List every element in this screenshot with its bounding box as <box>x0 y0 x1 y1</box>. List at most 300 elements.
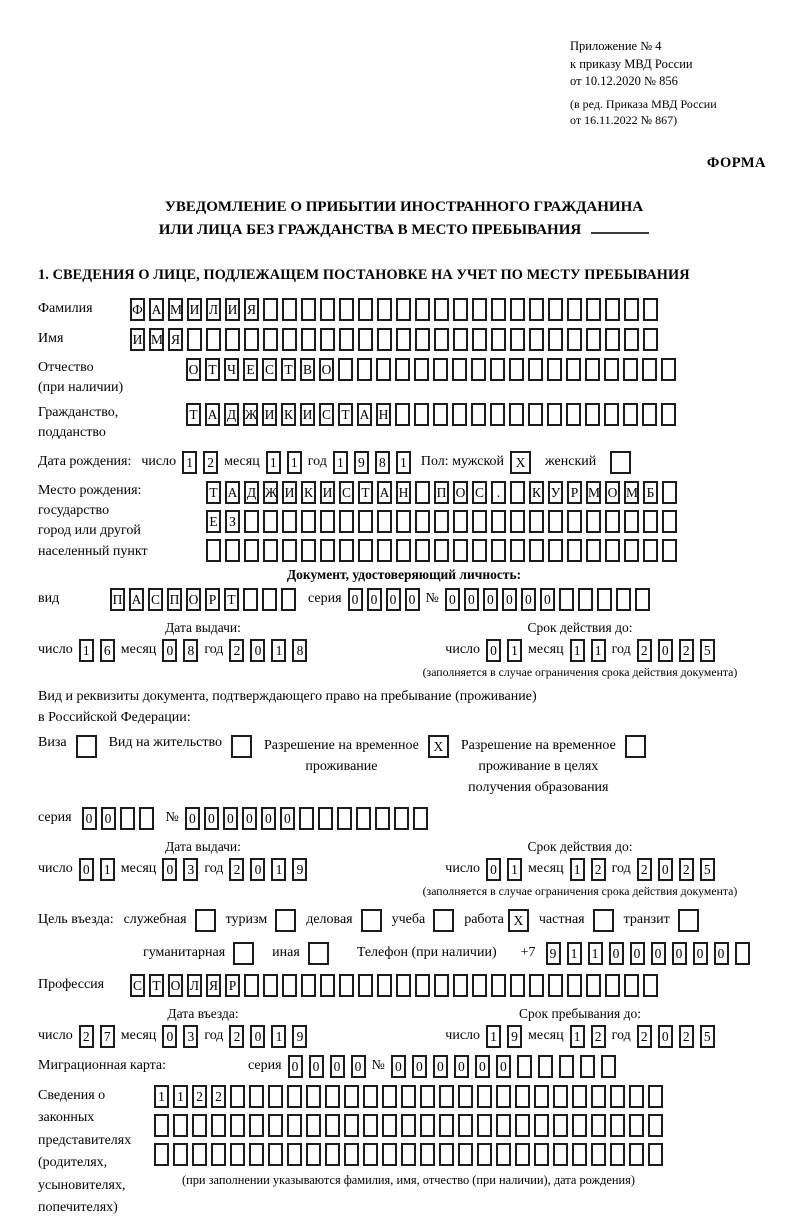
char-cell[interactable] <box>515 1085 530 1108</box>
id-doc-issue-month[interactable] <box>162 639 198 662</box>
char-cell[interactable]: 5 <box>700 639 715 662</box>
char-cell[interactable] <box>509 358 524 381</box>
char-cell[interactable] <box>301 539 316 562</box>
char-cell[interactable] <box>325 1085 340 1108</box>
char-cell[interactable] <box>363 1143 378 1166</box>
char-cell[interactable]: 5 <box>700 1025 715 1048</box>
char-cell[interactable]: С <box>319 403 334 426</box>
char-cell[interactable] <box>629 1085 644 1108</box>
char-cell[interactable] <box>396 510 411 533</box>
char-cell[interactable] <box>453 539 468 562</box>
char-cell[interactable] <box>567 974 582 997</box>
char-cell[interactable] <box>643 510 658 533</box>
char-cell[interactable] <box>534 1085 549 1108</box>
char-cell[interactable] <box>414 403 429 426</box>
char-cell[interactable]: А <box>149 298 164 321</box>
char-cell[interactable]: Р <box>567 481 582 504</box>
char-cell[interactable] <box>401 1114 416 1137</box>
residence-valid-month[interactable] <box>570 858 606 881</box>
char-cell[interactable]: С <box>148 588 163 611</box>
char-cell[interactable]: 2 <box>79 1025 94 1048</box>
residence-permit-checkbox[interactable] <box>231 735 252 758</box>
char-cell[interactable]: 1 <box>591 639 606 662</box>
char-cell[interactable]: 1 <box>271 858 286 881</box>
char-cell[interactable] <box>382 1114 397 1137</box>
char-cell[interactable]: 0 <box>693 942 708 965</box>
char-cell[interactable] <box>433 909 454 932</box>
char-cell[interactable]: 0 <box>445 588 460 611</box>
char-cell[interactable] <box>301 974 316 997</box>
birth-place-input-row3[interactable] <box>206 539 677 562</box>
char-cell[interactable]: 0 <box>405 588 420 611</box>
char-cell[interactable]: А <box>357 403 372 426</box>
char-cell[interactable] <box>491 539 506 562</box>
residence-issue-month[interactable] <box>162 858 198 881</box>
char-cell[interactable] <box>491 510 506 533</box>
char-cell[interactable]: 0 <box>475 1055 490 1078</box>
char-cell[interactable] <box>206 328 221 351</box>
char-cell[interactable] <box>206 539 221 562</box>
char-cell[interactable] <box>635 588 650 611</box>
char-cell[interactable] <box>472 328 487 351</box>
char-cell[interactable] <box>610 1114 625 1137</box>
char-cell[interactable] <box>510 481 525 504</box>
char-cell[interactable]: 0 <box>386 588 401 611</box>
char-cell[interactable] <box>249 1085 264 1108</box>
char-cell[interactable] <box>344 1114 359 1137</box>
char-cell[interactable]: Ф <box>130 298 145 321</box>
char-cell[interactable]: Ч <box>224 358 239 381</box>
char-cell[interactable] <box>597 588 612 611</box>
char-cell[interactable] <box>529 298 544 321</box>
char-cell[interactable] <box>586 539 601 562</box>
char-cell[interactable] <box>339 510 354 533</box>
char-cell[interactable] <box>420 1143 435 1166</box>
char-cell[interactable] <box>648 1143 663 1166</box>
char-cell[interactable]: 3 <box>183 858 198 881</box>
char-cell[interactable]: 6 <box>100 639 115 662</box>
char-cell[interactable] <box>547 403 562 426</box>
char-cell[interactable] <box>282 298 297 321</box>
char-cell[interactable] <box>624 974 639 997</box>
char-cell[interactable]: 9 <box>292 858 307 881</box>
char-cell[interactable]: О <box>319 358 334 381</box>
char-cell[interactable] <box>337 807 352 830</box>
char-cell[interactable] <box>306 1143 321 1166</box>
char-cell[interactable]: 1 <box>287 451 302 474</box>
char-cell[interactable] <box>325 1143 340 1166</box>
char-cell[interactable] <box>471 358 486 381</box>
purpose-study-checkbox[interactable] <box>433 909 454 932</box>
char-cell[interactable]: И <box>282 481 297 504</box>
char-cell[interactable] <box>320 298 335 321</box>
char-cell[interactable]: 0 <box>483 588 498 611</box>
char-cell[interactable]: Т <box>338 403 353 426</box>
temp-residence-checkbox[interactable] <box>428 735 449 758</box>
char-cell[interactable] <box>629 1143 644 1166</box>
char-cell[interactable] <box>477 1085 492 1108</box>
char-cell[interactable] <box>281 588 296 611</box>
char-cell[interactable]: О <box>453 481 468 504</box>
char-cell[interactable]: 1 <box>79 639 94 662</box>
birth-year-input[interactable] <box>333 451 411 474</box>
legal-reps-input-row1[interactable] <box>154 1085 663 1108</box>
char-cell[interactable] <box>458 1114 473 1137</box>
char-cell[interactable]: 0 <box>658 1025 673 1048</box>
char-cell[interactable] <box>548 510 563 533</box>
char-cell[interactable] <box>396 539 411 562</box>
char-cell[interactable]: 0 <box>658 639 673 662</box>
char-cell[interactable]: 0 <box>242 807 257 830</box>
char-cell[interactable] <box>547 358 562 381</box>
char-cell[interactable] <box>377 539 392 562</box>
char-cell[interactable]: 0 <box>672 942 687 965</box>
char-cell[interactable] <box>610 1085 625 1108</box>
char-cell[interactable]: 0 <box>433 1055 448 1078</box>
char-cell[interactable] <box>661 403 676 426</box>
id-doc-valid-month[interactable] <box>570 639 606 662</box>
entry-year-input[interactable] <box>229 1025 307 1048</box>
char-cell[interactable]: 0 <box>351 1055 366 1078</box>
char-cell[interactable] <box>415 539 430 562</box>
char-cell[interactable]: 1 <box>486 1025 501 1048</box>
char-cell[interactable] <box>339 974 354 997</box>
char-cell[interactable] <box>458 1085 473 1108</box>
char-cell[interactable] <box>604 403 619 426</box>
char-cell[interactable] <box>496 1114 511 1137</box>
char-cell[interactable] <box>358 298 373 321</box>
char-cell[interactable] <box>249 1114 264 1137</box>
char-cell[interactable]: Т <box>186 403 201 426</box>
id-doc-issue-year[interactable] <box>229 639 307 662</box>
char-cell[interactable]: 1 <box>570 639 585 662</box>
char-cell[interactable] <box>648 1085 663 1108</box>
char-cell[interactable] <box>472 510 487 533</box>
char-cell[interactable]: Я <box>206 974 221 997</box>
char-cell[interactable] <box>249 1143 264 1166</box>
char-cell[interactable]: 2 <box>203 451 218 474</box>
char-cell[interactable] <box>642 403 657 426</box>
char-cell[interactable]: 2 <box>229 639 244 662</box>
char-cell[interactable] <box>591 1114 606 1137</box>
birth-month-input[interactable] <box>266 451 302 474</box>
char-cell[interactable]: 2 <box>211 1085 226 1108</box>
char-cell[interactable]: И <box>187 298 202 321</box>
char-cell[interactable] <box>154 1114 169 1137</box>
char-cell[interactable] <box>357 358 372 381</box>
char-cell[interactable] <box>192 1114 207 1137</box>
char-cell[interactable]: 1 <box>333 451 348 474</box>
char-cell[interactable]: 8 <box>183 639 198 662</box>
char-cell[interactable] <box>414 358 429 381</box>
char-cell[interactable]: 1 <box>271 639 286 662</box>
char-cell[interactable]: С <box>262 358 277 381</box>
char-cell[interactable]: 0 <box>714 942 729 965</box>
char-cell[interactable] <box>230 1085 245 1108</box>
char-cell[interactable]: 1 <box>567 942 582 965</box>
char-cell[interactable] <box>491 298 506 321</box>
char-cell[interactable]: 2 <box>637 639 652 662</box>
char-cell[interactable]: И <box>130 328 145 351</box>
char-cell[interactable]: Д <box>244 481 259 504</box>
char-cell[interactable]: 1 <box>588 942 603 965</box>
char-cell[interactable] <box>287 1085 302 1108</box>
char-cell[interactable]: 2 <box>591 858 606 881</box>
char-cell[interactable] <box>268 1085 283 1108</box>
char-cell[interactable]: 0 <box>496 1055 511 1078</box>
char-cell[interactable]: П <box>434 481 449 504</box>
id-doc-valid-year[interactable] <box>637 639 715 662</box>
char-cell[interactable] <box>567 328 582 351</box>
char-cell[interactable] <box>306 1085 321 1108</box>
char-cell[interactable]: 0 <box>486 858 501 881</box>
char-cell[interactable] <box>320 328 335 351</box>
char-cell[interactable] <box>472 974 487 997</box>
char-cell[interactable] <box>610 1143 625 1166</box>
char-cell[interactable]: А <box>377 481 392 504</box>
char-cell[interactable] <box>490 403 505 426</box>
char-cell[interactable]: И <box>300 403 315 426</box>
migration-number-input[interactable] <box>391 1055 616 1078</box>
char-cell[interactable]: 2 <box>591 1025 606 1048</box>
char-cell[interactable]: Р <box>225 974 240 997</box>
char-cell[interactable] <box>548 539 563 562</box>
char-cell[interactable] <box>662 539 677 562</box>
char-cell[interactable] <box>173 1143 188 1166</box>
char-cell[interactable] <box>356 807 371 830</box>
char-cell[interactable] <box>244 974 259 997</box>
char-cell[interactable]: 1 <box>507 858 522 881</box>
char-cell[interactable] <box>477 1114 492 1137</box>
char-cell[interactable] <box>591 1143 606 1166</box>
char-cell[interactable] <box>439 1114 454 1137</box>
residence-valid-year[interactable] <box>637 858 715 881</box>
char-cell[interactable] <box>434 974 449 997</box>
char-cell[interactable] <box>434 298 449 321</box>
temp-residence-edu-checkbox[interactable] <box>625 735 646 758</box>
char-cell[interactable] <box>339 298 354 321</box>
char-cell[interactable] <box>230 1114 245 1137</box>
char-cell[interactable] <box>578 588 593 611</box>
char-cell[interactable] <box>572 1143 587 1166</box>
char-cell[interactable] <box>396 974 411 997</box>
char-cell[interactable] <box>509 403 524 426</box>
char-cell[interactable] <box>282 974 297 997</box>
char-cell[interactable]: К <box>281 403 296 426</box>
char-cell[interactable] <box>534 1143 549 1166</box>
char-cell[interactable] <box>477 1143 492 1166</box>
char-cell[interactable]: 1 <box>173 1085 188 1108</box>
char-cell[interactable] <box>566 403 581 426</box>
char-cell[interactable] <box>585 358 600 381</box>
char-cell[interactable]: В <box>300 358 315 381</box>
char-cell[interactable]: Я <box>168 328 183 351</box>
char-cell[interactable] <box>244 510 259 533</box>
char-cell[interactable] <box>287 1143 302 1166</box>
char-cell[interactable] <box>605 328 620 351</box>
char-cell[interactable] <box>496 1085 511 1108</box>
purpose-business-checkbox[interactable] <box>361 909 382 932</box>
char-cell[interactable]: 1 <box>570 1025 585 1048</box>
char-cell[interactable]: 2 <box>679 858 694 881</box>
char-cell[interactable]: О <box>186 358 201 381</box>
char-cell[interactable]: 2 <box>229 1025 244 1048</box>
char-cell[interactable] <box>643 298 658 321</box>
char-cell[interactable]: Л <box>187 974 202 997</box>
char-cell[interactable] <box>377 510 392 533</box>
char-cell[interactable]: 1 <box>507 639 522 662</box>
char-cell[interactable]: 0 <box>101 807 116 830</box>
char-cell[interactable] <box>358 974 373 997</box>
char-cell[interactable] <box>192 1143 207 1166</box>
char-cell[interactable]: 0 <box>79 858 94 881</box>
char-cell[interactable]: 1 <box>570 858 585 881</box>
char-cell[interactable]: X <box>428 735 449 758</box>
char-cell[interactable] <box>580 1055 595 1078</box>
entry-day-input[interactable] <box>79 1025 115 1048</box>
char-cell[interactable] <box>420 1114 435 1137</box>
char-cell[interactable] <box>534 1114 549 1137</box>
char-cell[interactable] <box>358 328 373 351</box>
char-cell[interactable] <box>553 1143 568 1166</box>
char-cell[interactable]: 0 <box>412 1055 427 1078</box>
char-cell[interactable]: 9 <box>507 1025 522 1048</box>
char-cell[interactable] <box>593 909 614 932</box>
char-cell[interactable]: 0 <box>486 639 501 662</box>
char-cell[interactable]: 5 <box>700 858 715 881</box>
given-name-input[interactable] <box>130 328 658 351</box>
char-cell[interactable] <box>433 358 448 381</box>
char-cell[interactable] <box>453 510 468 533</box>
char-cell[interactable] <box>231 735 252 758</box>
birth-place-input-row1[interactable] <box>206 481 677 504</box>
char-cell[interactable] <box>601 1055 616 1078</box>
char-cell[interactable] <box>434 328 449 351</box>
char-cell[interactable]: 2 <box>637 1025 652 1048</box>
char-cell[interactable] <box>567 539 582 562</box>
char-cell[interactable]: 2 <box>192 1085 207 1108</box>
char-cell[interactable] <box>139 807 154 830</box>
char-cell[interactable]: Л <box>206 298 221 321</box>
char-cell[interactable] <box>377 974 392 997</box>
char-cell[interactable]: Я <box>244 298 259 321</box>
char-cell[interactable] <box>301 298 316 321</box>
char-cell[interactable]: 0 <box>464 588 479 611</box>
char-cell[interactable]: 8 <box>292 639 307 662</box>
purpose-tourism-checkbox[interactable] <box>275 909 296 932</box>
char-cell[interactable]: 0 <box>309 1055 324 1078</box>
gender-male-checkbox[interactable] <box>510 451 531 474</box>
char-cell[interactable]: X <box>510 451 531 474</box>
char-cell[interactable]: 7 <box>100 1025 115 1048</box>
char-cell[interactable]: С <box>339 481 354 504</box>
char-cell[interactable] <box>528 358 543 381</box>
residence-number-input[interactable] <box>185 807 428 830</box>
char-cell[interactable]: А <box>205 403 220 426</box>
char-cell[interactable]: 9 <box>546 942 561 965</box>
char-cell[interactable]: 0 <box>162 639 177 662</box>
id-doc-issue-day[interactable] <box>79 639 115 662</box>
char-cell[interactable] <box>363 1085 378 1108</box>
char-cell[interactable] <box>624 328 639 351</box>
char-cell[interactable]: 0 <box>204 807 219 830</box>
gender-female-checkbox[interactable] <box>610 451 631 474</box>
char-cell[interactable]: 0 <box>82 807 97 830</box>
char-cell[interactable]: 0 <box>391 1055 406 1078</box>
char-cell[interactable]: 0 <box>261 807 276 830</box>
char-cell[interactable]: 2 <box>679 639 694 662</box>
char-cell[interactable]: С <box>472 481 487 504</box>
char-cell[interactable]: М <box>624 481 639 504</box>
char-cell[interactable] <box>361 909 382 932</box>
char-cell[interactable] <box>490 358 505 381</box>
char-cell[interactable] <box>415 481 430 504</box>
char-cell[interactable]: 0 <box>540 588 555 611</box>
char-cell[interactable] <box>377 298 392 321</box>
char-cell[interactable]: И <box>225 298 240 321</box>
char-cell[interactable] <box>339 539 354 562</box>
char-cell[interactable] <box>244 539 259 562</box>
char-cell[interactable] <box>529 510 544 533</box>
char-cell[interactable]: Т <box>281 358 296 381</box>
char-cell[interactable] <box>320 539 335 562</box>
char-cell[interactable] <box>629 1114 644 1137</box>
char-cell[interactable]: 1 <box>154 1085 169 1108</box>
char-cell[interactable] <box>643 974 658 997</box>
char-cell[interactable] <box>434 539 449 562</box>
char-cell[interactable]: 2 <box>679 1025 694 1048</box>
char-cell[interactable] <box>434 510 449 533</box>
char-cell[interactable] <box>559 1055 574 1078</box>
char-cell[interactable] <box>605 510 620 533</box>
char-cell[interactable]: С <box>130 974 145 997</box>
char-cell[interactable] <box>395 358 410 381</box>
char-cell[interactable] <box>453 974 468 997</box>
char-cell[interactable] <box>624 539 639 562</box>
char-cell[interactable] <box>318 807 333 830</box>
char-cell[interactable] <box>301 510 316 533</box>
char-cell[interactable] <box>452 403 467 426</box>
purpose-private-checkbox[interactable] <box>593 909 614 932</box>
char-cell[interactable]: 1 <box>266 451 281 474</box>
char-cell[interactable]: У <box>548 481 563 504</box>
char-cell[interactable] <box>394 807 409 830</box>
char-cell[interactable] <box>515 1143 530 1166</box>
char-cell[interactable] <box>572 1114 587 1137</box>
char-cell[interactable]: М <box>149 328 164 351</box>
char-cell[interactable]: 0 <box>521 588 536 611</box>
birth-place-input-row2[interactable] <box>206 510 677 533</box>
char-cell[interactable]: . <box>491 481 506 504</box>
birth-day-input[interactable] <box>182 451 218 474</box>
char-cell[interactable] <box>529 974 544 997</box>
char-cell[interactable]: 0 <box>630 942 645 965</box>
char-cell[interactable] <box>538 1055 553 1078</box>
char-cell[interactable] <box>605 539 620 562</box>
citizenship-input[interactable] <box>186 403 676 426</box>
char-cell[interactable]: 0 <box>223 807 238 830</box>
char-cell[interactable] <box>510 328 525 351</box>
purpose-work-checkbox[interactable] <box>508 909 529 932</box>
char-cell[interactable] <box>553 1114 568 1137</box>
char-cell[interactable] <box>529 328 544 351</box>
visa-checkbox[interactable] <box>76 735 97 758</box>
char-cell[interactable] <box>591 1085 606 1108</box>
char-cell[interactable]: И <box>262 403 277 426</box>
char-cell[interactable]: А <box>129 588 144 611</box>
char-cell[interactable] <box>268 1143 283 1166</box>
char-cell[interactable] <box>642 358 657 381</box>
